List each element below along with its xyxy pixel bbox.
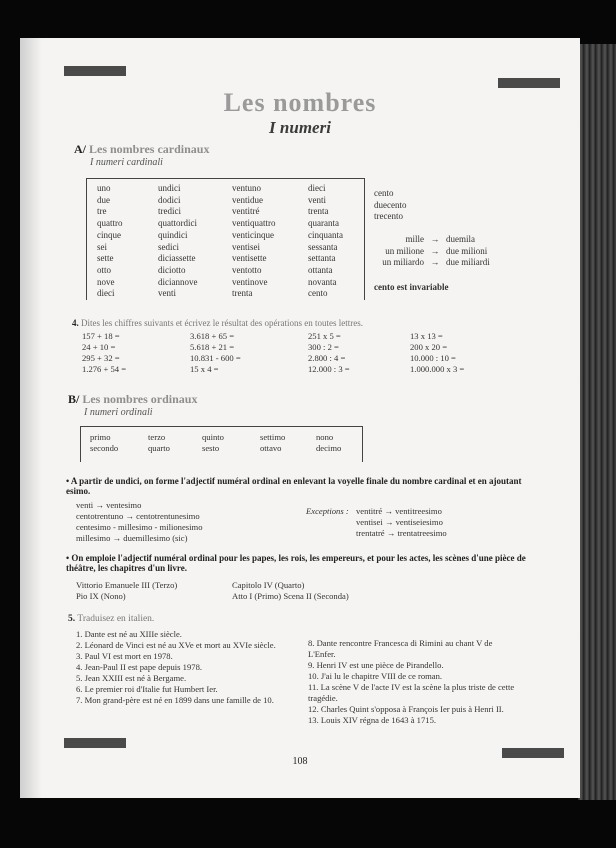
table-rule (362, 426, 363, 462)
exercise-4-col-1: 157 + 18 = 24 + 10 = 295 + 32 = 1.276 + 54 = (82, 331, 127, 374)
exceptions-label: Exceptions : (306, 506, 349, 516)
exception-examples: ventitré → ventitreesimo ventisei → ventiseiesimo trentatré → trentatreesimo (356, 506, 447, 538)
page-title: Les nombres (223, 88, 377, 117)
arrow-icon: → (430, 234, 440, 244)
ordinal-table-rule (80, 426, 362, 427)
ordinal-pair: nono decimo (316, 432, 342, 453)
big-number-row: un milione → due milioni (385, 245, 488, 256)
invariable-note: cento est invariable (374, 282, 449, 292)
big-number-row: mille → duemila (405, 234, 475, 244)
exercise-5-right-list: 8. Dante rencontre Francesca di Rimini au chant V de L'Enfer. 9. Henri IV est une pièce de Pirandello. 10. J'ai lu le chapitre VIII de ce roman. 11. La scène V de l'acte IV est la scène la plus triste de cette tragédie. 12. Charles Quint s'opposa à François Ier puis à Henri II. 13. Louis XIV régna de 1643 à 1715. (308, 638, 515, 725)
corner-ornament (64, 738, 126, 748)
section-a-heading: A/ Les nombres cardinaux (74, 142, 210, 156)
cardinal-col-4: dieci venti trenta quaranta cinquanta sessanta settanta ottanta novanta cento (308, 183, 343, 299)
cardinal-col-3: ventuno ventidue ventitré ventiquattro venticinque ventisei ventisette ventotto ventinove trenta (232, 183, 276, 299)
exercise-4-col-3: 251 x 5 = 300 : 2 = 2.800 : 4 = 12.000 : 3 = (308, 331, 350, 374)
book-spine (578, 44, 616, 800)
ordinal-pair: settimo ottavo (260, 432, 286, 453)
ordinal-examples: venti → ventesimo centotrentuno → centotrentunesimo centesimo - millesimo - milionesimo millesimo → duemillesimo (sic) (76, 500, 203, 543)
usage-examples-left: Vittorio Emanuele III (Terzo) Pio IX (Nono) (76, 580, 178, 601)
textbook-page (20, 38, 580, 798)
page-number: 108 (292, 756, 308, 767)
exercise-5-left-list: 1. Dante est né au XIIIe siècle. 2. Léonard de Vinci est né au XVe et mort au XVIe siècle. 3. Paul VI est mort en 1978. 4. Jean-Paul II est pape depuis 1978. 5. Jean XXIII est né à Bergame. 6. Le premier roi d'Italie fut Humbert Ier. 7. Mon grand-père est né en 1899 dans une famille de 10. (76, 629, 276, 705)
section-b-subtitle: I numeri ordinali (84, 407, 153, 418)
ordinal-pair: primo secondo (90, 432, 119, 453)
big-number-row: un miliardo → due miliardi (382, 257, 490, 268)
exercise-4-col-2: 3.618 + 65 = 5.618 + 21 = 10.831 - 600 = 15 x 4 = (190, 331, 241, 374)
big-numbers (364, 234, 514, 269)
usage-examples-right: Capitolo IV (Quarto) Atto I (Primo) Scena II (Seconda) (232, 580, 349, 601)
section-b-heading: B/ Les nombres ordinaux (68, 392, 198, 406)
table-rule (80, 426, 81, 462)
table-top-rule (86, 178, 364, 179)
cardinal-col-1: uno due tre quattro cinque sei sette otto nove dieci (97, 183, 123, 299)
exercise-5-instruction: 5. Traduisez en italien. (68, 614, 155, 624)
arrow-icon: → (430, 245, 440, 256)
page-subtitle: I numeri (269, 118, 331, 137)
hundreds-list: cento duecento trecento (374, 188, 407, 222)
arrow-icon: → (430, 257, 440, 268)
exercise-4-instruction: 4. Dites les chiffres suivants et écrivez le résultat des opérations en toutes lettres. (72, 318, 363, 328)
ordinal-pair: terzo quarto (148, 432, 170, 453)
exercise-4-col-4: 13 x 13 = 200 x 20 = 10.000 : 10 = 1.000.000 x 3 = (410, 331, 465, 374)
rule-bullet-1: • A partir de undici, on forme l'adjectif numéral ordinal en enlevant la voyelle finale du nombre cardinal et en ajoutant esimo. (66, 476, 522, 496)
ordinal-pair: quinto sesto (202, 432, 224, 453)
table-rule (86, 178, 87, 300)
cardinal-col-2: undici dodici tredici quattordici quindici sedici diciassette diciotto diciannove venti (158, 183, 198, 299)
rule-bullet-2: • On emploie l'adjectif numéral ordinal pour les papes, les rois, les empereurs, et pour les actes, les scènes d'une pièce de théâtre, les chapitres d'un livre. (66, 553, 526, 573)
section-a-subtitle: I numeri cardinali (90, 157, 163, 168)
corner-ornament (64, 66, 126, 76)
corner-ornament (498, 78, 560, 88)
